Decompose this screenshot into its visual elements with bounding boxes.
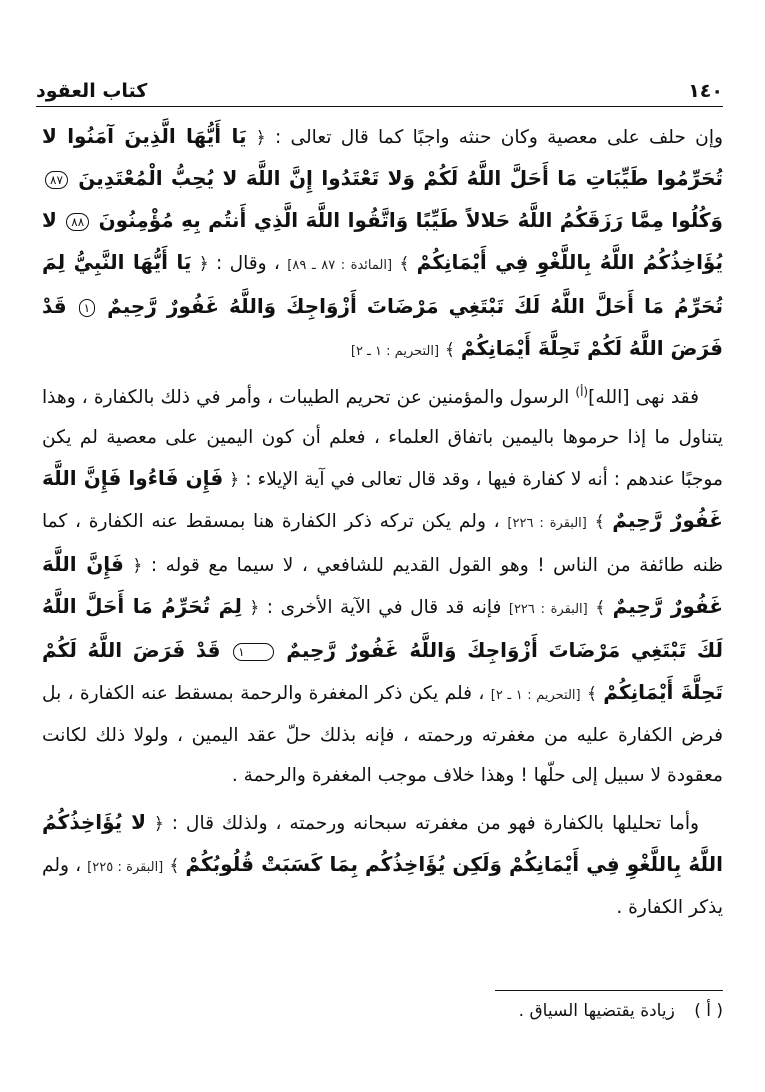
quran-close-bracket: ﴾ bbox=[595, 598, 606, 618]
quran-close-bracket: ﴾ bbox=[594, 512, 605, 532]
quran-open-bracket: ﴿ bbox=[255, 128, 266, 148]
quran-close-bracket: ﴾ bbox=[445, 340, 455, 360]
footnote-marker: (أ) bbox=[575, 384, 589, 399]
verse-reference: [التحريم : ١ ـ ٢] bbox=[350, 344, 440, 359]
running-header bbox=[36, 72, 723, 102]
quran-open-bracket: ﴿ bbox=[229, 470, 240, 490]
paragraph-2 bbox=[42, 378, 723, 796]
quran-verse: يَا أَيُّهَا الَّذِينَ آمَنُوا لا تُحَرِّمُوا طَيِّبَاتِ مَا أَحَلَّ اللَّهُ لَكُمْ وَلا تَعْتَدُوا إِنَّ اللَّهَ لا يُحِبُّ الْمُعْتَدِينَ bbox=[42, 124, 723, 190]
quran-verse: قَدْ فَرَضَ اللَّهُ لَكُمْ تَحِلَّةَ أَيْمَانِكُمْ bbox=[42, 294, 723, 360]
verse-reference: [البقرة : ٢٢٥] bbox=[87, 860, 164, 875]
verse-number: ١ bbox=[233, 643, 273, 661]
verse-reference: [المائدة : ٨٧ ـ ٨٩] bbox=[287, 258, 393, 273]
body-text: الرسول والمؤمنين عن تحريم الطيبات ، وأمر في ذلك بالكفارة ، وهذا يتناول ما إذا حرموها باليمين باتفاق العلماء ، فعلم أن كون اليمين على معصية لم يكن موجبًا عندهم : أنه لا كفارة فيها ، وقد قال تعالى في آية الإيلاء : bbox=[42, 387, 723, 490]
quran-verse: يَا أَيُّهَا النَّبِيُّ لِمَ تُحَرِّمُ مَا أَحَلَّ اللَّهُ لَكَ تَبْتَغِي مَرْضَاتَ أَزْوَاجِكَ وَاللَّهُ غَفُورٌ رَّحِيمٌ bbox=[42, 250, 723, 318]
quran-close-bracket: ﴾ bbox=[399, 254, 410, 274]
quran-open-bracket: ﴿ bbox=[132, 556, 143, 576]
connector-text: ، وقال : bbox=[215, 253, 280, 274]
verse-reference: [البقرة : ٢٢٦] bbox=[508, 602, 588, 617]
quran-verse: لا يُؤَاخِذُكُمُ اللَّهُ بِاللَّغْوِ فِي أَيْمَانِكُمْ وَلَكِن يُؤَاخِذُكُم بِمَا كَسَبَتْ قُلُوبُكُمْ bbox=[42, 810, 723, 876]
main-text bbox=[42, 116, 723, 934]
book-title: كتاب العقود bbox=[36, 80, 148, 102]
footnote-label: ( أ ) bbox=[694, 1001, 723, 1021]
quran-open-bracket: ﴿ bbox=[198, 254, 209, 274]
page-number: ١٤٠ bbox=[688, 80, 723, 102]
intro-text: وإن حلف على معصية وكان حنثه واجبًا كما قال تعالى : bbox=[274, 127, 723, 148]
header-rule bbox=[36, 106, 723, 107]
body-text: فإنه قد قال في الآية الأخرى : bbox=[266, 597, 502, 618]
body-text: وأما تحليلها بالكفارة فهو من مغفرته سبحانه ورحمته ، ولذلك قال : bbox=[171, 813, 699, 834]
verse-number: ٨٨ bbox=[66, 213, 89, 231]
verse-reference: [التحريم : ١ ـ ٢] bbox=[490, 688, 581, 703]
footnote-rule bbox=[495, 990, 723, 991]
body-text: ، ولم يكن تركه ذكر الكفارة هنا بمسقط عنه الكفارة ، كما ظنه طائفة من الناس ! وهو القول القديم للشافعي ، لا سيما مع قوله : bbox=[42, 511, 723, 576]
quran-verse: فَإِن فَاءُوا فَإِنَّ اللَّهَ غَفُورٌ رَّحِيمٌ bbox=[42, 466, 723, 532]
quran-open-bracket: ﴿ bbox=[249, 598, 260, 618]
body-text: ، فلم يكن ذكر المغفرة والرحمة بمسقط عنه الكفارة ، بل فرض الكفارة عليه من مغفرته ورحمته ، فإنه بذلك حلّ عقد اليمين ، ولولا ذلك لكانت معقودة لا سبيل إلى حلّها ! وهذا خلاف موجب المغفرة والرحمة . bbox=[42, 683, 723, 786]
quran-verse: فَإِنَّ اللَّهَ غَفُورٌ رَّحِيمٌ bbox=[42, 552, 724, 618]
footnote bbox=[505, 996, 723, 1026]
verse-number: ١ bbox=[79, 299, 95, 317]
quran-verse: وَكُلُوا مِمَّا رَزَقَكُمُ اللَّهُ حَلالاً طَيِّبًا وَاتَّقُوا اللَّهَ الَّذِي أَنتُم بِهِ مُؤْمِنُونَ bbox=[98, 208, 723, 232]
quran-open-bracket: ﴿ bbox=[153, 814, 164, 834]
verse-reference: [البقرة : ٢٢٦] bbox=[507, 516, 587, 531]
body-text: فقد نهى [الله] bbox=[588, 387, 699, 408]
footnote-text: زيادة يقتضيها السياق . bbox=[518, 1001, 675, 1021]
quran-verse: لا يُؤَاخِذُكُمُ اللَّهُ بِاللَّغْوِ فِي أَيْمَانِكُمْ bbox=[42, 208, 723, 274]
paragraph-3 bbox=[42, 802, 723, 928]
verse-number: ٨٧ bbox=[45, 171, 68, 189]
quran-verse: لِمَ تُحَرِّمُ مَا أَحَلَّ اللَّهُ لَكَ تَبْتَغِي مَرْضَاتَ أَزْوَاجِكَ وَاللَّهُ غَفُورٌ رَّحِيمٌ bbox=[42, 594, 723, 662]
quran-close-bracket: ﴾ bbox=[586, 684, 597, 704]
paragraph-1 bbox=[42, 116, 723, 372]
quran-close-bracket: ﴾ bbox=[169, 856, 180, 876]
body-text: ، ولم يذكر الكفارة . bbox=[42, 855, 723, 918]
quran-verse: قَدْ فَرَضَ اللَّهُ لَكُمْ تَحِلَّةَ أَيْمَانِكُمْ bbox=[42, 638, 723, 704]
